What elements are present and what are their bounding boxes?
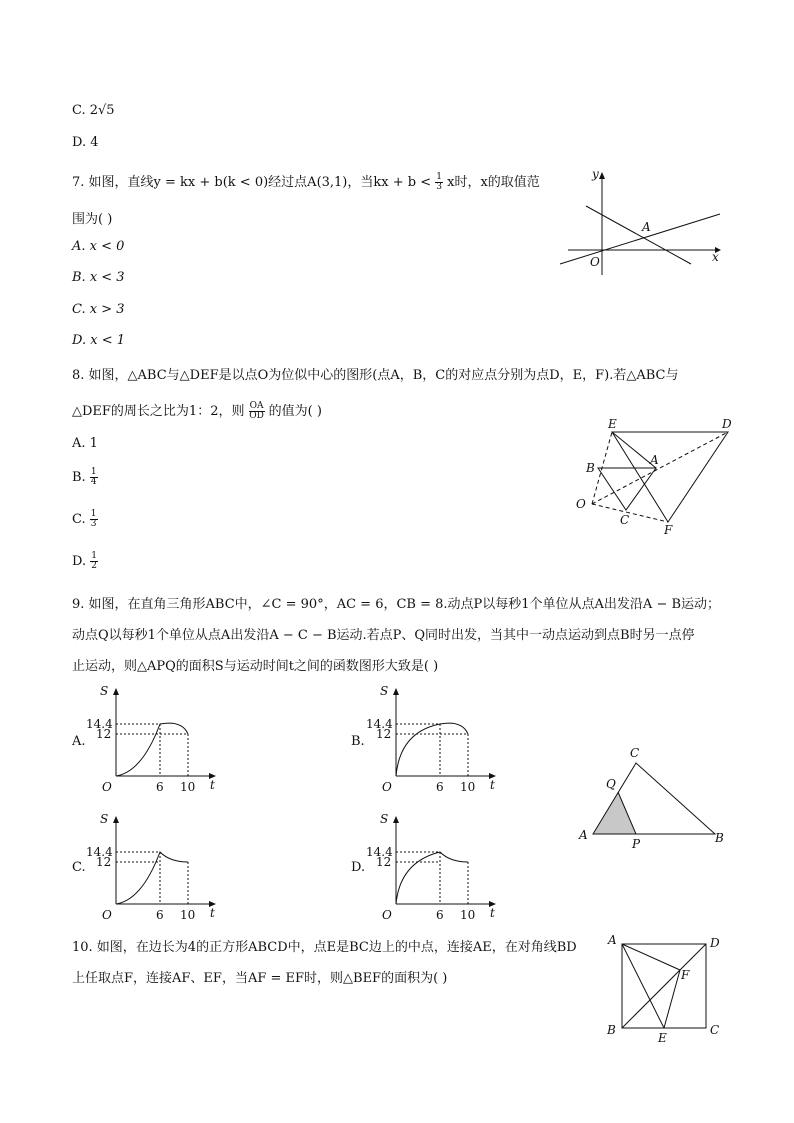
q9-graph-a	[82, 680, 232, 800]
q9-fig-label-q: Q	[606, 777, 616, 791]
q8-label-o: O	[576, 497, 586, 511]
q9-graph-a-label-6: 6	[156, 780, 164, 794]
q9-fig-label-p: P	[632, 837, 641, 851]
q9-option-c-label: C.	[72, 860, 86, 875]
q8-frac-den: OD	[249, 411, 264, 421]
q9-graph-d	[362, 808, 512, 928]
q8-option-d-fraction	[90, 552, 98, 571]
q9-graph-c-label-12: 12	[96, 855, 112, 869]
q8-figure	[570, 412, 750, 542]
q10-seg-ae	[622, 944, 664, 1028]
q8-label-b: B	[586, 461, 595, 475]
q9-graph-c-label-t: t	[210, 906, 215, 920]
q9-graph-c-curve	[116, 852, 188, 904]
q9-graph-b-label-s: S	[380, 684, 389, 698]
q9-fig-label-b: B	[715, 831, 724, 845]
q9-graph-c-label-s: S	[100, 812, 109, 826]
q7-label-x: x	[712, 250, 719, 264]
q9-stem-line2: 动点Q以每秒1个单位从点A出发沿A − C − B运动.若点P、Q同时出发，当其中一动点运动到点B时另一点停	[72, 628, 695, 643]
q10-figure	[600, 930, 730, 1050]
q8-label-d: D	[722, 417, 732, 431]
q9-graph-b-label-6: 6	[436, 780, 444, 794]
q9-graph-b-curve	[396, 723, 468, 776]
q7-fraction	[435, 173, 443, 192]
q10-stem-line2: 上任取点F，连接AF、EF，当AF = EF时，则△BEF的面积为( )	[72, 971, 448, 986]
q9-graph-d-label-144: 14.4	[366, 845, 393, 859]
q9-graph-d-label-6: 6	[436, 908, 444, 922]
q7-frac-den: 3	[436, 182, 442, 192]
q9-graph-c-label-6: 6	[156, 908, 164, 922]
q9-graph-b-y-arrow	[393, 688, 399, 695]
q7-stem-part1: 7. 如图，直线y = kx + b(k < 0)经过点A(3,1)，当kx + b <	[72, 175, 432, 190]
q7-option-c: C. x > 3	[72, 302, 125, 317]
q9-fig-label-a: A	[579, 828, 588, 842]
q8-stem-line2	[72, 400, 322, 421]
q9-option-b-label: B.	[351, 734, 365, 749]
q8-fraction	[249, 402, 265, 421]
q9-graph-a-curve	[116, 723, 188, 776]
q9-graph-a-label-o: O	[102, 780, 112, 794]
q9-fig-label-c: C	[630, 746, 640, 760]
q8-option-c	[72, 510, 98, 529]
q9-graph-b	[362, 680, 512, 800]
q9-graph-a-label-12: 12	[96, 727, 112, 741]
q9-graph-d-label-t: t	[490, 906, 495, 920]
q10-label-c: C	[710, 1023, 720, 1037]
q6-option-d: D. 4	[72, 135, 99, 150]
q9-graph-b-label-144: 14.4	[366, 717, 393, 731]
q7-option-b: B. x < 3	[72, 270, 125, 285]
q7-frac-num: 1	[436, 172, 442, 182]
q8-option-c-num: 1	[90, 509, 97, 519]
q8-stem-line1: 8. 如图，△ABC与△DEF是以点O为位似中心的图形(点A，B，C的对应点分别为点D，E，F).若△ABC与	[72, 368, 679, 383]
q9-graph-d-y-arrow	[393, 816, 399, 823]
q7-figure	[550, 160, 730, 280]
q8-label-c: C	[620, 513, 630, 527]
q8-triangle-def	[612, 432, 728, 522]
q8-stem-part2b: 的值为( )	[268, 404, 322, 419]
q9-graph-b-label-o: O	[382, 780, 392, 794]
q10-seg-af	[622, 944, 680, 970]
q7-stem-line1	[72, 171, 540, 192]
q7-stem-line2: 围为( )	[72, 212, 113, 227]
q9-triangle-figure	[575, 742, 735, 852]
q9-graph-a-y-arrow	[113, 688, 119, 695]
q8-option-d-den: 2	[91, 561, 97, 571]
q9-graph-c	[82, 808, 232, 928]
q8-option-b-num: 1	[90, 467, 97, 477]
q8-ray-of	[592, 504, 668, 522]
q8-label-f: F	[664, 523, 673, 537]
q6-option-c: C. 2√5	[72, 103, 115, 118]
q10-label-f: F	[681, 968, 690, 982]
q9-graph-a-label-144: 14.4	[86, 717, 113, 731]
q8-option-c-prefix: C.	[72, 512, 86, 527]
q9-graph-c-y-arrow	[113, 816, 119, 823]
q7-y-arrow	[599, 172, 605, 179]
q7-label-a: A	[642, 220, 651, 234]
q8-option-b-fraction	[90, 468, 98, 487]
q9-graph-c-label-10: 10	[180, 908, 196, 922]
q9-graph-d-label-o: O	[382, 908, 392, 922]
q9-graph-d-curve	[396, 852, 468, 904]
q8-option-b	[72, 468, 98, 487]
q8-option-d-prefix: D.	[72, 554, 87, 569]
q8-label-a: A	[650, 453, 659, 467]
q9-graph-a-label-10: 10	[180, 780, 196, 794]
q7-option-a: A. x < 0	[72, 239, 125, 254]
q10-stem-line1: 10. 如图，在边长为4的正方形ABCD中，点E是BC边上的中点，连接AE，在对角线BD	[72, 940, 577, 955]
q7-label-o: O	[590, 255, 600, 269]
q8-option-d-num: 1	[91, 551, 97, 561]
q8-option-d	[72, 552, 98, 571]
q9-graph-a-label-s: S	[100, 684, 109, 698]
q9-graph-c-label-o: O	[102, 908, 112, 922]
q10-label-b: B	[607, 1023, 616, 1037]
q9-stem-line1: 9. 如图，在直角三角形ABC中，∠C = 90°，AC = 6，CB = 8.动点P以每秒1个单位从点A出发沿A − B运动；	[72, 597, 721, 612]
q9-graph-b-label-10: 10	[460, 780, 476, 794]
q8-frac-num: OA	[249, 401, 264, 411]
q9-graph-d-label-10: 10	[460, 908, 476, 922]
q10-diagonal-bd	[622, 944, 706, 1028]
q9-stem-line3: 止运动，则△APQ的面积S与运动时间t之间的函数图形大致是( )	[72, 659, 439, 674]
q8-option-a: A. 1	[72, 436, 98, 451]
q7-option-d: D. x < 1	[72, 333, 125, 348]
q9-graph-b-label-12: 12	[376, 727, 392, 741]
q9-graph-d-label-12: 12	[376, 855, 392, 869]
q9-option-d-label: D.	[351, 860, 366, 875]
q8-option-b-prefix: B.	[72, 470, 86, 485]
q8-option-c-den: 3	[90, 519, 97, 529]
q8-stem-part2a: △DEF的周长之比为1：2，则	[72, 404, 245, 419]
q7-stem-part1b: x时，x的取值范	[447, 175, 540, 190]
q8-option-c-fraction	[90, 510, 98, 529]
q7-label-y: y	[592, 167, 599, 181]
q9-graph-c-label-144: 14.4	[86, 845, 113, 859]
q9-graph-a-label-t: t	[210, 778, 215, 792]
q10-label-a: A	[608, 933, 617, 947]
q10-label-e: E	[658, 1031, 667, 1045]
q9-option-a-label: A.	[72, 734, 86, 749]
q7-line-rising	[560, 214, 720, 264]
q9-graph-b-label-t: t	[490, 778, 495, 792]
q8-label-e: E	[608, 417, 617, 431]
q9-graph-d-label-s: S	[380, 812, 389, 826]
q10-label-d: D	[710, 936, 720, 950]
q8-option-b-den: 4	[90, 477, 97, 487]
